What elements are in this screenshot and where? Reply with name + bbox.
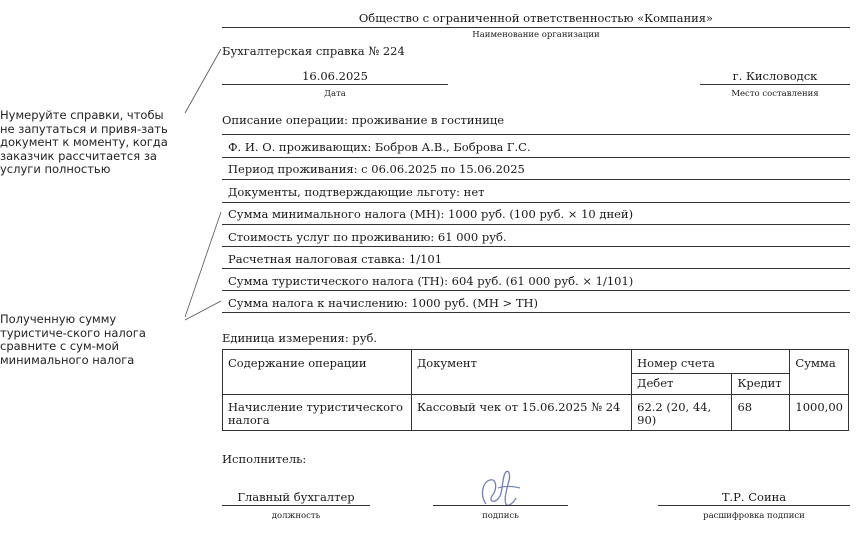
row-divider xyxy=(222,246,850,247)
detail-row-period: Период проживания: с 06.06.2025 по 15.06.2025 xyxy=(228,162,525,176)
executor-label: Исполнитель: xyxy=(222,452,307,466)
cell-document: Кассовый чек от 15.06.2025 № 24 xyxy=(411,395,631,431)
th-account: Номер счета xyxy=(632,350,790,374)
cell-debit: 62.2 (20, 44, 90) xyxy=(632,395,732,431)
th-document: Документ xyxy=(411,350,631,395)
place-value: г. Кисловодск xyxy=(732,69,818,83)
detail-row-tourist-tax: Сумма туристического налога (ТН): 604 руб. (61 000 руб. × 1/101) xyxy=(228,274,634,288)
th-credit: Кредит xyxy=(732,374,790,395)
place-caption: Место составления xyxy=(731,89,819,99)
org-name: Общество с ограниченной ответственностью «Компания» xyxy=(358,11,714,25)
th-operation: Содержание операции xyxy=(223,350,412,395)
th-sum: Сумма xyxy=(790,350,849,395)
position-value: Главный бухгалтер xyxy=(237,490,355,504)
row-divider xyxy=(222,134,850,135)
detail-row-residents: Ф. И. О. проживающих: Бобров А.В., Боброва Г.С. xyxy=(228,140,531,154)
date-underline xyxy=(222,84,448,85)
row-divider xyxy=(222,268,850,269)
pointer-compare-1 xyxy=(185,212,221,317)
pointer-compare-2 xyxy=(185,301,221,320)
name-underline xyxy=(658,505,850,506)
operations-table xyxy=(222,349,849,431)
cell-credit: 68 xyxy=(732,395,790,431)
place-underline xyxy=(700,84,850,85)
date-caption: Дата xyxy=(324,89,346,99)
detail-row-tax-due: Сумма налога к начислению: 1000 руб. (МН > ТН) xyxy=(228,296,539,310)
row-divider xyxy=(222,157,850,158)
detail-row-min-tax: Сумма минимального налога (МН): 1000 руб. (100 руб. × 10 дней) xyxy=(228,207,634,221)
org-caption: Наименование организации xyxy=(472,30,600,40)
position-caption: должность xyxy=(271,511,321,521)
sign-underline xyxy=(433,505,568,506)
cell-operation: Начисление туристического налога xyxy=(223,395,412,431)
cell-sum: 1000,00 xyxy=(790,395,849,431)
row-divider xyxy=(222,224,850,225)
detail-row-rate: Расчетная налоговая ставка: 1/101 xyxy=(228,252,443,266)
unit-label: Единица измерения: руб. xyxy=(222,331,378,345)
note-numbering: Нумеруйте справки, чтобы не запутаться и привя-зать документ к моменту, когда заказчик рассчитается за услуги полностью xyxy=(0,108,168,176)
sign-caption: подпись xyxy=(482,511,519,521)
doc-title: Бухгалтерская справка № 224 xyxy=(222,44,405,58)
name-value: Т.Р. Соина xyxy=(721,490,787,504)
th-debit: Дебет xyxy=(632,374,732,395)
detail-row-documents: Документы, подтверждающие льготу: нет xyxy=(228,185,485,199)
org-name-underline xyxy=(222,27,850,28)
operation-description: Описание операции: проживание в гостинице xyxy=(222,113,505,127)
pointer-numbering xyxy=(185,49,221,113)
date-value: 16.06.2025 xyxy=(302,69,368,83)
name-caption: расшифровка подписи xyxy=(703,511,805,521)
row-divider xyxy=(222,202,850,203)
row-divider xyxy=(222,179,850,180)
note-compare: Полученную сумму туристиче-ского налога сравните с сум-мой минимального налога xyxy=(0,312,146,367)
row-divider xyxy=(222,312,850,313)
detail-row-cost: Стоимость услуг по проживанию: 61 000 руб. xyxy=(228,230,507,244)
position-underline xyxy=(222,505,370,506)
table-row xyxy=(223,395,849,431)
row-divider xyxy=(222,290,850,291)
